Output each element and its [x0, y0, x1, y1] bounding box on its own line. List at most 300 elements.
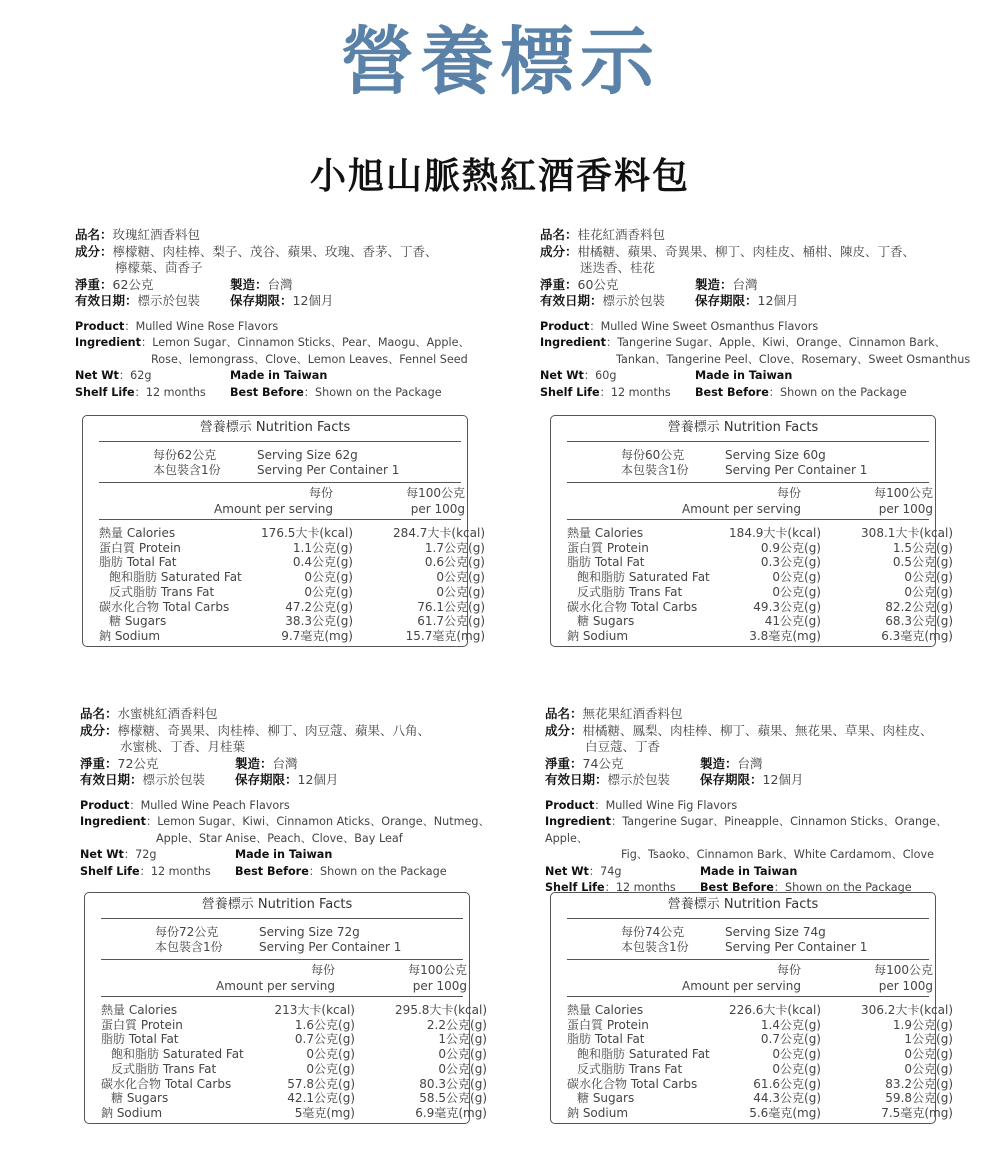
name-label: 品名：	[75, 227, 113, 242]
weight-label: 淨重：	[75, 276, 113, 292]
nutrient-per-serving: 1.1公克(g)	[292, 540, 353, 555]
nutrient-name: 熱量 Calories	[567, 526, 644, 540]
nutrient-per-serving: 38.3公克(g)	[285, 614, 353, 629]
colon: ：	[308, 864, 320, 878]
nutrient-per-100g: 82.2公克(g)	[885, 599, 953, 614]
nutrient-per-100g: 7.5毫克(mg)	[881, 1105, 953, 1120]
origin-zh: 台灣	[267, 276, 293, 292]
net-weight-en: 74g	[600, 864, 622, 878]
per-serving-zh: 每份	[776, 963, 801, 977]
best-before-label: Best Before	[235, 864, 309, 878]
nutrient-name: 碳水化合物 Total Carbs	[99, 599, 230, 614]
colon: ：	[594, 798, 606, 812]
serving-size-en: Serving Size 74g	[725, 925, 826, 939]
expiry-zh: 標示於包裝	[607, 772, 671, 787]
expiry-label: 有效日期：	[75, 293, 138, 308]
per-100g-en: per 100g	[878, 502, 933, 516]
per-100g-en: per 100g	[878, 979, 933, 993]
per-serving-zh: 每份	[308, 486, 333, 500]
shelf-en-label: Shelf Life	[75, 385, 135, 399]
product-en-label: Product	[545, 798, 595, 812]
nutrient-per-100g: 6.9毫克(mg)	[415, 1105, 487, 1120]
nutrient-name: 蛋白質 Protein	[101, 1017, 183, 1032]
made-in-taiwan: Made in Taiwan	[230, 369, 328, 382]
nutrition-facts-panel-4	[550, 892, 953, 1124]
servings-per-container-en: Serving Per Container 1	[725, 463, 868, 477]
nutrient-per-serving: 3.8毫克(mg)	[749, 628, 821, 643]
product-name-en: Mulled Wine Fig Flavors	[605, 798, 738, 812]
nutrient-rows	[567, 1003, 953, 1121]
page-title: 營養標示	[340, 19, 660, 105]
nutrition-facts-title: 營養標示 Nutrition Facts	[199, 420, 351, 435]
colon: ：	[583, 369, 596, 382]
netwt-en-label: Net Wt	[80, 848, 124, 861]
nutrient-row	[101, 1106, 487, 1121]
product-en-label: Product	[80, 798, 130, 812]
nutrient-row	[567, 1003, 953, 1018]
product-info-en	[540, 319, 980, 402]
nutrient-per-100g: 61.7公克(g)	[417, 614, 485, 629]
nutrient-per-100g: 0公克(g)	[904, 584, 953, 599]
net-weight-en: 62g	[130, 369, 152, 382]
colon: ：	[610, 815, 623, 828]
product-name-zh: 玫瑰紅酒香料包	[112, 227, 201, 242]
per-serving-en: Amount per serving	[216, 979, 335, 993]
best-before-en: Shown on the Package	[320, 864, 447, 878]
ingredients-label: 成分：	[75, 243, 113, 259]
nutrient-per-100g: 6.3毫克(mg)	[881, 628, 953, 643]
product-en-label: Product	[540, 319, 590, 333]
netwt-en-label: Net Wt	[545, 864, 589, 878]
per-100g-header	[821, 962, 933, 994]
nutrient-row	[567, 629, 953, 644]
ingredients-en-line2: Tankan、Tangerine Peel、Clove、Rosemary、Sweet Osmanthus	[616, 352, 971, 366]
product-info-4	[545, 706, 985, 897]
nutrient-per-serving: 44.3公克(g)	[753, 1091, 821, 1106]
nutrient-name: 蛋白質 Protein	[567, 1017, 649, 1032]
nutrient-row	[567, 555, 953, 570]
nutrient-per-serving: 0公克(g)	[306, 1047, 355, 1062]
shelf-en-label: Shelf Life	[540, 385, 600, 399]
origin-label: 製造：	[700, 755, 738, 771]
colon: ：	[589, 319, 601, 333]
nutrient-row	[567, 600, 953, 615]
nutrition-facts-panel-3	[84, 892, 487, 1124]
nutrient-name: 反式脂肪 Trans Fat	[109, 584, 215, 599]
nutrient-row	[99, 585, 485, 600]
product-info-zh	[75, 227, 515, 310]
ingredients-en-line2: Apple、Star Anise、Peach、Clove、Bay Leaf	[156, 831, 403, 845]
nutrition-facts-title: 營養標示 Nutrition Facts	[201, 897, 353, 912]
nutrient-per-100g: 58.5公克(g)	[419, 1091, 487, 1106]
colon: ：	[303, 385, 315, 399]
per-serving-header	[651, 485, 801, 517]
colon: ：	[605, 336, 618, 349]
colon: ：	[599, 385, 611, 399]
nutrient-per-serving: 1.4公克(g)	[760, 1017, 821, 1032]
per-100g-en: per 100g	[412, 979, 467, 993]
netwt-en-label: Net Wt	[540, 369, 584, 382]
nutrient-per-serving: 41公克(g)	[764, 614, 821, 629]
nutrition-facts-panel-1	[82, 415, 485, 647]
net-weight-zh: 60公克	[577, 276, 619, 292]
origin-label: 製造：	[695, 276, 733, 292]
nutrient-name: 鈉 Sodium	[101, 1105, 163, 1120]
shelf-label: 保存期限：	[695, 293, 758, 308]
nutrient-row	[99, 614, 485, 629]
nutrient-name: 糖 Sugars	[109, 614, 167, 629]
serving-info-zh	[621, 448, 689, 478]
nutrient-row	[99, 541, 485, 556]
nutrient-name: 鈉 Sodium	[567, 1105, 629, 1120]
nutrient-per-serving: 47.2公克(g)	[285, 599, 353, 614]
product-info-en	[80, 798, 520, 881]
nutrient-name: 反式脂肪 Trans Fat	[577, 1061, 683, 1076]
product-name-zh: 水蜜桃紅酒香料包	[117, 706, 218, 721]
shelf-label: 保存期限：	[700, 772, 763, 787]
nutrient-name: 碳水化合物 Total Carbs	[567, 599, 698, 614]
product-name-en: Mulled Wine Sweet Osmanthus Flavors	[600, 319, 819, 333]
ingredients-zh-line2: 迷迭香、桂花	[580, 260, 656, 275]
ingredients-label: 成分：	[80, 722, 118, 738]
best-before-label: Best Before	[700, 881, 774, 894]
nutrient-name: 脂肪 Total Fat	[567, 1032, 645, 1047]
nutrient-name: 脂肪 Total Fat	[567, 555, 645, 570]
ingredient-en-label: Ingredient	[545, 815, 611, 828]
ingredients-en-line1: Lemon Sugar、Kiwi、Cinnamon Aticks、Orange、Nutmeg、	[157, 815, 490, 828]
nutrient-name: 飽和脂肪 Saturated Fat	[577, 570, 710, 585]
nutrient-per-100g: 0.5公克(g)	[892, 555, 953, 570]
product-info-1	[75, 227, 515, 401]
nutrient-per-serving: 61.6公克(g)	[753, 1076, 821, 1091]
servings-per-container-zh: 本包裝含1份	[621, 940, 689, 954]
nutrient-name: 脂肪 Total Fat	[101, 1032, 179, 1047]
expiry-zh: 標示於包裝	[602, 293, 666, 308]
servings-per-container-en: Serving Per Container 1	[259, 940, 402, 954]
nutrient-name: 碳水化合物 Total Carbs	[101, 1076, 232, 1091]
ingredients-zh-line2: 白豆蔻、丁香	[585, 739, 661, 754]
product-name-en: Mulled Wine Peach Flavors	[140, 798, 290, 812]
ingredients-zh-line2: 水蜜桃、丁香、月桂葉	[120, 739, 246, 754]
best-before-label: Best Before	[695, 385, 769, 399]
nutrient-per-100g: 2.2公克(g)	[426, 1017, 487, 1032]
per-serving-en: Amount per serving	[682, 979, 801, 993]
expiry-label: 有效日期：	[540, 293, 603, 308]
nutrient-row	[101, 1032, 487, 1047]
product-info-zh	[545, 706, 985, 789]
nutrient-per-100g: 1公克(g)	[438, 1032, 487, 1047]
ingredients-en-line1: Lemon Sugar、Cinnamon Sticks、Pear、Maogu、Apple、	[152, 336, 470, 349]
serving-size-en: Serving Size 62g	[257, 448, 358, 462]
ingredients-label: 成分：	[545, 722, 583, 738]
nutrient-per-serving: 0公克(g)	[772, 1047, 821, 1062]
shelf-life-en: 12 months	[150, 864, 211, 878]
weight-label: 淨重：	[540, 276, 578, 292]
origin-zh: 台灣	[732, 276, 758, 292]
best-before-en: Shown on the Package	[780, 385, 907, 399]
nutrient-name: 蛋白質 Protein	[99, 540, 181, 555]
origin-label: 製造：	[230, 276, 268, 292]
nutrient-per-100g: 0公克(g)	[904, 1061, 953, 1076]
nutrient-per-serving: 0公克(g)	[304, 570, 353, 585]
nutrient-per-serving: 0.7公克(g)	[294, 1032, 355, 1047]
nutrient-name: 飽和脂肪 Saturated Fat	[111, 1047, 244, 1062]
per-serving-header	[183, 485, 333, 517]
product-name-zh: 無花果紅酒香料包	[582, 706, 683, 721]
shelf-label: 保存期限：	[230, 293, 293, 308]
name-label: 品名：	[545, 706, 583, 721]
per-100g-header	[821, 485, 933, 517]
net-weight-zh: 62公克	[112, 276, 154, 292]
nutrient-per-100g: 295.8大卡(kcal)	[395, 1003, 487, 1017]
ingredient-en-label: Ingredient	[540, 336, 606, 349]
nutrient-per-100g: 0公克(g)	[438, 1061, 487, 1076]
nutrient-per-100g: 0公克(g)	[904, 570, 953, 585]
product-info-3	[80, 706, 520, 880]
origin-zh: 台灣	[272, 755, 298, 771]
ingredients-en-line1: Tangerine Sugar、Apple、Kiwi、Orange、Cinnamon Bark、	[617, 336, 946, 349]
shelf-life-en: 12 months	[615, 881, 676, 894]
colon: ：	[139, 864, 151, 878]
shelf-life-en: 12 months	[145, 385, 206, 399]
nutrient-name: 飽和脂肪 Saturated Fat	[109, 570, 242, 585]
servings-per-container-zh: 本包裝含1份	[155, 940, 223, 954]
colon: ：	[588, 864, 601, 878]
nutrient-per-100g: 1公克(g)	[904, 1032, 953, 1047]
serving-info-zh	[153, 448, 221, 478]
nutrient-row	[567, 1018, 953, 1033]
serving-info-en	[725, 448, 867, 478]
ingredient-en-label: Ingredient	[75, 336, 141, 349]
shelf-life-zh: 12個月	[762, 772, 804, 787]
serving-info-en	[257, 448, 399, 478]
name-label: 品名：	[80, 706, 118, 721]
nutrient-per-serving: 213大卡(kcal)	[274, 1003, 355, 1017]
nutrient-row	[567, 526, 953, 541]
product-name-en: Mulled Wine Rose Flavors	[135, 319, 279, 333]
serving-size-zh: 每份74公克	[621, 925, 685, 939]
serving-size-en: Serving Size 60g	[725, 448, 826, 462]
nutrient-per-100g: 76.1公克(g)	[417, 599, 485, 614]
nutrient-per-serving: 1.6公克(g)	[294, 1017, 355, 1032]
colon: ：	[134, 385, 146, 399]
best-before-en: Shown on the Package	[785, 881, 912, 894]
expiry-label: 有效日期：	[80, 772, 143, 787]
ingredient-en-label: Ingredient	[80, 815, 146, 828]
per-100g-zh: 每100公克	[406, 486, 465, 500]
ingredients-zh-line2: 檸檬葉、茴香子	[115, 260, 203, 275]
ingredients-zh-line1: 檸檬糖、肉桂棒、梨子、茂谷、蘋果、玫瑰、香茅、丁香、	[112, 243, 438, 259]
colon: ：	[140, 336, 153, 349]
nutrient-row	[99, 600, 485, 615]
colon: ：	[768, 385, 780, 399]
product-info-en	[75, 319, 515, 402]
nutrient-row	[99, 570, 485, 585]
servings-per-container-zh: 本包裝含1份	[153, 463, 221, 477]
nutrient-per-100g: 68.3公克(g)	[885, 614, 953, 629]
serving-size-zh: 每份62公克	[153, 448, 217, 462]
nutrient-name: 脂肪 Total Fat	[99, 555, 177, 570]
nutrient-row	[101, 1003, 487, 1018]
nutrition-facts-title: 營養標示 Nutrition Facts	[667, 420, 819, 435]
nutrition-facts-panel-2	[550, 415, 953, 647]
net-weight-en: 60g	[595, 369, 617, 382]
nutrient-per-serving: 226.6大卡(kcal)	[729, 1003, 821, 1017]
serving-size-zh: 每份72公克	[155, 925, 219, 939]
nutrient-name: 碳水化合物 Total Carbs	[567, 1076, 698, 1091]
product-info-zh	[540, 227, 980, 310]
nutrient-per-100g: 1.9公克(g)	[892, 1017, 953, 1032]
nutrient-name: 鈉 Sodium	[99, 628, 161, 643]
nutrient-per-100g: 0公克(g)	[436, 570, 485, 585]
nutrient-per-serving: 0公克(g)	[304, 584, 353, 599]
nutrient-per-serving: 57.8公克(g)	[287, 1076, 355, 1091]
nutrient-row	[101, 1018, 487, 1033]
per-100g-zh: 每100公克	[874, 963, 933, 977]
servings-per-container-en: Serving Per Container 1	[725, 940, 868, 954]
per-serving-zh: 每份	[310, 963, 335, 977]
nutrient-per-serving: 176.5大卡(kcal)	[261, 526, 353, 540]
nutrient-name: 熱量 Calories	[101, 1003, 178, 1017]
nutrient-per-serving: 0公克(g)	[772, 1061, 821, 1076]
origin-zh: 台灣	[737, 755, 763, 771]
weight-label: 淨重：	[80, 755, 118, 771]
ingredients-en-line2: Rose、lemongrass、Clove、Lemon Leaves、Fennel Seed	[151, 352, 468, 366]
serving-info-en	[259, 925, 401, 955]
expiry-zh: 標示於包裝	[142, 772, 206, 787]
nutrient-row	[567, 1106, 953, 1121]
best-before-label: Best Before	[230, 385, 304, 399]
nutrient-per-100g: 83.2公克(g)	[885, 1076, 953, 1091]
nutrient-row	[99, 526, 485, 541]
nutrient-row	[567, 570, 953, 585]
serving-size-zh: 每份60公克	[621, 448, 685, 462]
nutrient-per-serving: 42.1公克(g)	[287, 1091, 355, 1106]
nutrient-row	[101, 1091, 487, 1106]
expiry-zh: 標示於包裝	[137, 293, 201, 308]
shelf-life-zh: 12個月	[297, 772, 339, 787]
nutrient-per-serving: 0公克(g)	[772, 584, 821, 599]
nutrient-row	[567, 1091, 953, 1106]
nutrient-per-serving: 5毫克(mg)	[294, 1105, 355, 1120]
per-serving-en: Amount per serving	[682, 502, 801, 516]
product-info-2	[540, 227, 980, 401]
colon: ：	[604, 881, 616, 894]
nutrient-name: 糖 Sugars	[111, 1091, 169, 1106]
shelf-en-label: Shelf Life	[80, 864, 140, 878]
colon: ：	[129, 798, 141, 812]
ingredients-label: 成分：	[540, 243, 578, 259]
serving-info-zh	[155, 925, 223, 955]
nutrient-per-serving: 0.7公克(g)	[760, 1032, 821, 1047]
serving-size-en: Serving Size 72g	[259, 925, 360, 939]
colon: ：	[773, 881, 785, 894]
nutrient-per-100g: 0.6公克(g)	[424, 555, 485, 570]
colon: ：	[124, 319, 136, 333]
colon: ：	[123, 848, 136, 861]
shelf-life-zh: 12個月	[757, 293, 799, 308]
nutrient-per-serving: 0.3公克(g)	[760, 555, 821, 570]
per-100g-header	[355, 962, 467, 994]
per-100g-zh: 每100公克	[408, 963, 467, 977]
nutrient-row	[567, 614, 953, 629]
weight-label: 淨重：	[545, 755, 583, 771]
nutrient-name: 熱量 Calories	[99, 526, 176, 540]
nutrient-per-100g: 15.7毫克(mg)	[405, 628, 485, 643]
product-name-zh: 桂花紅酒香料包	[577, 227, 666, 242]
shelf-label: 保存期限：	[235, 772, 298, 787]
nutrient-row	[99, 629, 485, 644]
serving-info-en	[725, 925, 867, 955]
shelf-life-zh: 12個月	[292, 293, 334, 308]
ingredients-en-line2: Fig、Tsaoko、Cinnamon Bark、White Cardamom、Clove	[621, 848, 934, 861]
per-serving-zh: 每份	[776, 486, 801, 500]
nutrient-row	[101, 1077, 487, 1092]
nutrient-row	[101, 1047, 487, 1062]
nutrient-per-100g: 306.2大卡(kcal)	[861, 1003, 953, 1017]
nutrient-rows	[99, 526, 485, 644]
nutrient-per-100g: 80.3公克(g)	[419, 1076, 487, 1091]
nutrient-rows	[567, 526, 953, 644]
nutrient-per-serving: 5.6毫克(mg)	[749, 1105, 821, 1120]
nutrient-row	[567, 1077, 953, 1092]
made-in-taiwan: Made in Taiwan	[235, 848, 333, 861]
servings-per-container-en: Serving Per Container 1	[257, 463, 400, 477]
nutrient-per-100g: 0公克(g)	[438, 1047, 487, 1062]
nutrient-per-100g: 308.1大卡(kcal)	[861, 526, 953, 540]
colon: ：	[145, 815, 158, 828]
nutrient-row	[567, 1032, 953, 1047]
ingredients-zh-line1: 柑橘糖、蘋果、奇異果、柳丁、肉桂皮、桶柑、陳皮、丁香、	[577, 243, 916, 259]
expiry-label: 有效日期：	[545, 772, 608, 787]
net-weight-en: 72g	[135, 848, 157, 861]
nutrient-per-serving: 0公克(g)	[772, 570, 821, 585]
nutrient-name: 反式脂肪 Trans Fat	[111, 1061, 217, 1076]
nutrient-per-serving: 49.3公克(g)	[753, 599, 821, 614]
nutrient-name: 鈉 Sodium	[567, 628, 629, 643]
nutrient-rows	[101, 1003, 487, 1121]
nutrient-per-100g: 59.8公克(g)	[885, 1091, 953, 1106]
shelf-en-label: Shelf Life	[545, 881, 605, 894]
best-before-en: Shown on the Package	[315, 385, 442, 399]
per-serving-header	[651, 962, 801, 994]
net-weight-zh: 74公克	[582, 755, 624, 771]
ingredients-zh-line1: 檸檬糖、奇異果、肉桂棒、柳丁、肉豆蔻、蘋果、八角、	[117, 722, 431, 738]
netwt-en-label: Net Wt	[75, 369, 119, 382]
per-serving-en: Amount per serving	[214, 502, 333, 516]
nutrient-per-serving: 0公克(g)	[306, 1061, 355, 1076]
per-100g-en: per 100g	[410, 502, 465, 516]
nutrient-name: 飽和脂肪 Saturated Fat	[577, 1047, 710, 1062]
nutrient-per-100g: 1.7公克(g)	[424, 540, 485, 555]
origin-label: 製造：	[235, 755, 273, 771]
nutrient-row	[99, 555, 485, 570]
nutrient-per-serving: 0.4公克(g)	[292, 555, 353, 570]
shelf-life-en: 12 months	[610, 385, 671, 399]
made-in-taiwan: Made in Taiwan	[695, 369, 793, 382]
servings-per-container-zh: 本包裝含1份	[621, 463, 689, 477]
serving-info-zh	[621, 925, 689, 955]
name-label: 品名：	[540, 227, 578, 242]
nutrient-name: 熱量 Calories	[567, 1003, 644, 1017]
product-info-en	[545, 798, 985, 897]
nutrient-per-serving: 9.7毫克(mg)	[281, 628, 353, 643]
ingredients-en-line1: Tangerine Sugar、Pineapple、Cinnamon Sticks、Orange、Apple、	[545, 815, 948, 845]
per-100g-zh: 每100公克	[874, 486, 933, 500]
net-weight-zh: 72公克	[117, 755, 159, 771]
nutrient-name: 糖 Sugars	[577, 614, 635, 629]
nutrient-row	[567, 1047, 953, 1062]
